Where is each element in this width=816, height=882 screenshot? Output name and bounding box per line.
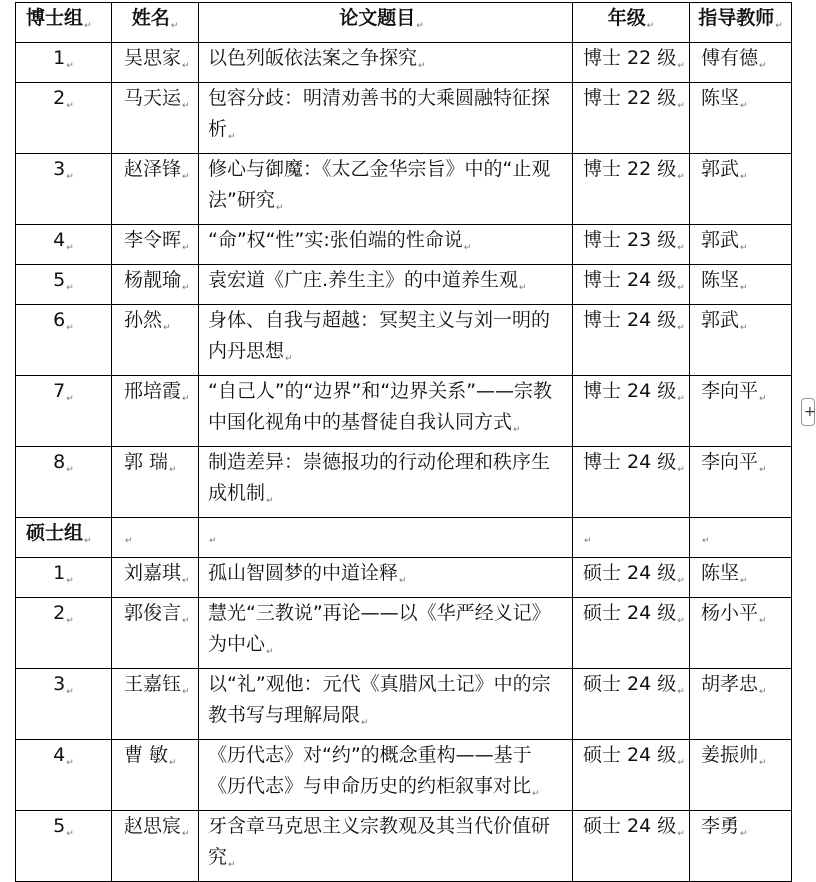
thesis-title: “自己人”的“边界”和“边界关系”——宗教中国化视角中的基督徒自我认同方式$_↵$ [199, 376, 573, 447]
phd-row [16, 305, 792, 376]
phd-row [16, 83, 792, 154]
advisor-name: 姜振帅$_↵$ [690, 740, 792, 811]
advisor-name: 陈坚$_↵$ [690, 558, 792, 598]
thesis-title: 孤山智圆梦的中道诠释$_↵$ [199, 558, 573, 598]
master-row [16, 598, 792, 669]
advisor-name: 傅有德$_↵$ [690, 43, 792, 83]
student-name: 孙然$_↵$ [112, 305, 199, 376]
grade: 博士 24 级$_↵$ [573, 305, 690, 376]
thesis-table [15, 2, 792, 882]
row-number: $7_↵$ [16, 376, 112, 447]
advisor-name: 郭武$_↵$ [690, 305, 792, 376]
grade: 博士 23 级$_↵$ [573, 225, 690, 265]
advisor-name: 陈坚$_↵$ [690, 265, 792, 305]
phd-row [16, 376, 792, 447]
student-name: 郭 瑞$_↵$ [112, 447, 199, 518]
header-grade: 年级$_↵$ [573, 3, 690, 43]
advisor-name: 郭武$_↵$ [690, 225, 792, 265]
master-rows [16, 558, 792, 882]
student-name: 王嘉钰$_↵$ [112, 669, 199, 740]
phd-row [16, 154, 792, 225]
student-name: 赵思宸$_↵$ [112, 811, 199, 882]
thesis-title: 以色列皈依法案之争探究$_↵$ [199, 43, 573, 83]
row-number: $4_↵$ [16, 740, 112, 811]
thesis-title: 修心与御魔：《太乙金华宗旨》中的“止观法”研究$_↵$ [199, 154, 573, 225]
thesis-title: 《历代志》对“约”的概念重构——基于《历代志》与申命历史的约柜叙事对比$_↵$ [199, 740, 573, 811]
student-name: 马天运$_↵$ [112, 83, 199, 154]
thesis-title: 牙含章马克思主义宗教观及其当代价值研究$_↵$ [199, 811, 573, 882]
grade: 博士 22 级$_↵$ [573, 43, 690, 83]
row-number: $1_↵$ [16, 43, 112, 83]
grade: 博士 24 级$_↵$ [573, 376, 690, 447]
thesis-title: “命”权“性”实:张伯端的性命说$_↵$ [199, 225, 573, 265]
empty-cell: ↵ [112, 518, 199, 558]
thesis-title: 以“礼”观他：元代《真腊风土记》中的宗教书写与理解局限$_↵$ [199, 669, 573, 740]
advisor-name: 郭武$_↵$ [690, 154, 792, 225]
row-number: $6_↵$ [16, 305, 112, 376]
grade: 博士 22 级$_↵$ [573, 154, 690, 225]
header-name: 姓名$_↵$ [112, 3, 199, 43]
grade: 硕士 24 级$_↵$ [573, 669, 690, 740]
row-number: $5_↵$ [16, 265, 112, 305]
master-group-label: 硕士组$_↵$ [16, 518, 112, 558]
student-name: 赵泽锋$_↵$ [112, 154, 199, 225]
expand-handle[interactable]: + [801, 398, 815, 426]
thesis-title: 慧光“三教说”再论——以《华严经义记》为中心$_↵$ [199, 598, 573, 669]
phd-rows [16, 43, 792, 518]
master-row [16, 669, 792, 740]
master-row [16, 558, 792, 598]
table-header-row [16, 3, 792, 43]
student-name: 邢培霞$_↵$ [112, 376, 199, 447]
grade: 博士 22 级$_↵$ [573, 83, 690, 154]
advisor-name: 胡孝忠$_↵$ [690, 669, 792, 740]
student-name: 刘嘉琪$_↵$ [112, 558, 199, 598]
row-number: $1_↵$ [16, 558, 112, 598]
grade: 博士 24 级$_↵$ [573, 265, 690, 305]
header-advisor: 指导教师$_↵$ [690, 3, 792, 43]
grade: 硕士 24 级$_↵$ [573, 558, 690, 598]
student-name: 郭俊言$_↵$ [112, 598, 199, 669]
student-name: 吴思家$_↵$ [112, 43, 199, 83]
phd-row [16, 43, 792, 83]
row-number: $3_↵$ [16, 669, 112, 740]
grade: 硕士 24 级$_↵$ [573, 598, 690, 669]
row-number: $2_↵$ [16, 83, 112, 154]
group-row-master [16, 518, 792, 558]
phd-row [16, 225, 792, 265]
master-row [16, 811, 792, 882]
phd-row [16, 265, 792, 305]
master-row [16, 740, 792, 811]
student-name: 李令晖$_↵$ [112, 225, 199, 265]
grade: 硕士 24 级$_↵$ [573, 740, 690, 811]
row-number: $2_↵$ [16, 598, 112, 669]
thesis-title: 袁宏道《广庄.养生主》的中道养生观$_↵$ [199, 265, 573, 305]
advisor-name: 李向平$_↵$ [690, 376, 792, 447]
thesis-title: 包容分歧：明清劝善书的大乘圆融特征探析$_↵$ [199, 83, 573, 154]
row-number: $4_↵$ [16, 225, 112, 265]
row-number: $3_↵$ [16, 154, 112, 225]
advisor-name: 李向平$_↵$ [690, 447, 792, 518]
master-group-row [16, 518, 792, 558]
header-group: 博士组$_↵$ [16, 3, 112, 43]
student-name: 杨靓瑜$_↵$ [112, 265, 199, 305]
thesis-title: 制造差异：崇德报功的行动伦理和秩序生成机制$_↵$ [199, 447, 573, 518]
advisor-name: 李勇$_↵$ [690, 811, 792, 882]
empty-cell: ↵ [573, 518, 690, 558]
phd-row [16, 447, 792, 518]
header-title: 论文题目$_↵$ [199, 3, 573, 43]
thesis-title: 身体、自我与超越：冥契主义与刘一明的内丹思想$_↵$ [199, 305, 573, 376]
row-number: $5_↵$ [16, 811, 112, 882]
empty-cell: ↵ [199, 518, 573, 558]
grade: 博士 24 级$_↵$ [573, 447, 690, 518]
grade: 硕士 24 级$_↵$ [573, 811, 690, 882]
row-number: $8_↵$ [16, 447, 112, 518]
student-name: 曹 敏$_↵$ [112, 740, 199, 811]
empty-cell: ↵ [690, 518, 792, 558]
advisor-name: 杨小平$_↵$ [690, 598, 792, 669]
advisor-name: 陈坚$_↵$ [690, 83, 792, 154]
